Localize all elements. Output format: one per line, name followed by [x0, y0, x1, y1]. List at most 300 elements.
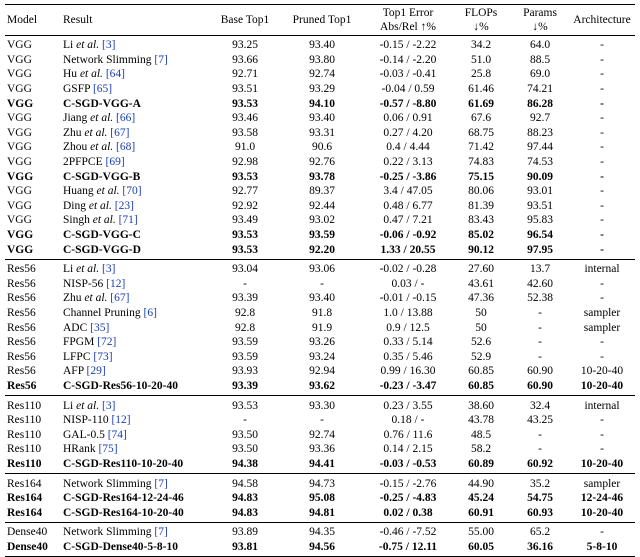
- cell-pruned-top1: 94.41: [309, 457, 335, 470]
- cell-architecture: -: [600, 428, 604, 441]
- cell-architecture: -: [600, 68, 604, 81]
- cell-result: [61, 53, 211, 68]
- cell-result: [61, 67, 211, 82]
- cell-pruned-top1: 93.78: [309, 170, 335, 183]
- cell-result: [61, 320, 211, 335]
- cell-pruned-top1: 93.62: [309, 379, 335, 392]
- cell-params: 88.5: [529, 53, 551, 66]
- cell-architecture: internal: [569, 396, 635, 413]
- citation-link[interactable]: [72]: [97, 336, 117, 349]
- cell-top1-error: 1.0 / 13.88: [383, 306, 433, 319]
- header-params-line2: ↓%: [532, 21, 548, 33]
- cell-top1-error: -0.14 / -2.20: [379, 53, 437, 66]
- cell-params: 60.93: [527, 506, 553, 519]
- result-name: Li: [63, 39, 77, 52]
- cell-top1-error: 0.4 / 4.44: [386, 141, 430, 154]
- cell-base-top1: 93.53: [232, 243, 258, 256]
- result-name: ADC: [63, 321, 91, 334]
- cell-architecture: sampler: [569, 474, 635, 491]
- header-model: Model: [5, 5, 61, 36]
- cell-model: Res110: [7, 428, 42, 441]
- cell-base-top1: -: [243, 277, 247, 290]
- cell-architecture: -: [569, 36, 635, 53]
- citation-link[interactable]: [68]: [116, 141, 136, 154]
- result-et-al: et al.: [88, 199, 112, 212]
- cell-architecture: 10-20-40: [580, 379, 624, 392]
- cell-top1-error: 0.48 / 6.77: [383, 199, 433, 212]
- table-header: [5, 5, 635, 36]
- cell-base-top1: -: [243, 414, 247, 427]
- cell-top1-error: -0.15 / -2.76: [365, 474, 451, 491]
- cell-top1-error: -0.57 / -8.80: [379, 97, 437, 110]
- result-name: C-SGD-Res164-10-20-40: [63, 506, 184, 519]
- cell-model: VGG: [7, 53, 32, 66]
- cell-result: [61, 427, 211, 442]
- cell-flops: 85.02: [468, 229, 494, 242]
- cell-pruned-top1: 93.31: [309, 126, 335, 139]
- cell-pruned-top1: 93.80: [309, 53, 335, 66]
- result-et-al: et al.: [90, 112, 114, 125]
- table-row: [5, 491, 635, 506]
- cell-flops: 60.91: [468, 506, 494, 519]
- citation-link[interactable]: [29]: [86, 365, 106, 378]
- cell-top1-error: 0.27 / 4.20: [383, 126, 433, 139]
- cell-architecture: -: [600, 126, 604, 139]
- cell-architecture: -: [600, 170, 604, 183]
- cell-result: [61, 335, 211, 350]
- cell-base-top1: 93.89: [211, 523, 279, 540]
- cell-model: Res164: [5, 474, 61, 491]
- cell-top1-error: 0.22 / 3.13: [383, 156, 433, 169]
- cell-architecture: -: [600, 243, 604, 256]
- table-row: [5, 540, 635, 557]
- cell-result: [61, 349, 211, 364]
- header-top1-error-line2: Abs/Rel ↑%: [380, 21, 436, 33]
- cell-top1-error: 0.18 / -: [391, 414, 425, 427]
- table-row: [5, 427, 635, 442]
- cell-model: VGG: [7, 141, 32, 154]
- citation-link[interactable]: [75]: [98, 443, 118, 456]
- citation-link[interactable]: [69]: [105, 156, 125, 169]
- cell-result: [61, 457, 211, 474]
- citation-link[interactable]: [66]: [116, 112, 136, 125]
- table-row: [5, 379, 635, 396]
- cell-params: -: [538, 321, 542, 334]
- cell-base-top1: 93.51: [232, 83, 258, 96]
- cell-pruned-top1: 91.9: [311, 321, 333, 334]
- cell-model: Res56: [7, 365, 36, 378]
- cell-model: Res56: [5, 259, 61, 276]
- cell-pruned-top1: -: [320, 414, 324, 427]
- cell-model: Res164: [7, 492, 43, 505]
- citation-link[interactable]: [12]: [106, 277, 126, 290]
- cell-pruned-top1: 93.06: [279, 259, 365, 276]
- cell-model: Res110: [7, 414, 42, 427]
- cell-architecture: 10-20-40: [580, 506, 624, 519]
- cell-params: 60.90: [527, 365, 553, 378]
- result-name: C-SGD-VGG-B: [63, 170, 141, 183]
- result-name: Channel Pruning: [63, 306, 144, 319]
- result-et-al: et al.: [84, 292, 108, 305]
- cell-model: Res164: [7, 506, 43, 519]
- cell-pruned-top1: 93.40: [309, 292, 335, 305]
- cell-top1-error: 3.4 / 47.05: [383, 185, 433, 198]
- cell-base-top1: 92.77: [232, 185, 258, 198]
- cell-top1-error: -0.03 / -0.41: [379, 68, 437, 81]
- cell-flops: 52.9: [470, 350, 492, 363]
- cell-architecture: 10-20-40: [580, 457, 624, 470]
- cell-top1-error: -0.23 / -3.47: [379, 379, 437, 392]
- table-row: [5, 523, 635, 540]
- table-row: [5, 442, 635, 457]
- cell-top1-error: 0.33 / 5.14: [383, 336, 433, 349]
- table-row: [5, 364, 635, 379]
- cell-architecture: -: [600, 199, 604, 212]
- cell-pruned-top1: 93.30: [279, 396, 365, 413]
- citation-link[interactable]: [67]: [110, 292, 130, 305]
- cell-model: VGG: [7, 112, 32, 125]
- cell-architecture: 10-20-40: [580, 365, 624, 378]
- cell-base-top1: 93.39: [232, 379, 258, 392]
- cell-flops: 50: [475, 306, 487, 319]
- results-table: [5, 4, 635, 557]
- citation-link[interactable]: [7]: [154, 526, 168, 539]
- cell-params: 54.75: [527, 492, 553, 505]
- result-name: C-SGD-VGG-C: [63, 229, 141, 242]
- citation-link[interactable]: [7]: [154, 53, 168, 66]
- table-row: [5, 413, 635, 428]
- cell-base-top1: 92.71: [232, 68, 258, 81]
- citation-link[interactable]: [71]: [118, 214, 138, 227]
- table-row: [5, 111, 635, 126]
- group-vgg: [5, 36, 635, 260]
- cell-architecture: -: [600, 292, 604, 305]
- result-name: C-SGD-Res164-12-24-46: [63, 492, 184, 505]
- cell-pruned-top1: 91.8: [311, 306, 333, 319]
- header-top1-error: [365, 5, 451, 36]
- citation-link[interactable]: [3]: [101, 263, 116, 276]
- result-name: AFP: [63, 365, 87, 378]
- cell-base-top1: 93.93: [232, 365, 258, 378]
- cell-flops: 52.6: [470, 336, 492, 349]
- cell-top1-error: -0.01 / -0.15: [379, 292, 437, 305]
- result-name: HRank: [63, 443, 99, 456]
- cell-flops: 44.90: [451, 474, 511, 491]
- cell-params: -: [538, 350, 542, 363]
- citation-link[interactable]: [23]: [114, 199, 134, 212]
- cell-result: [61, 82, 211, 97]
- cell-model: VGG: [7, 185, 32, 198]
- cell-architecture: -: [600, 229, 604, 242]
- cell-result: [61, 111, 211, 126]
- cell-result: [61, 155, 211, 170]
- cell-base-top1: 93.39: [232, 292, 258, 305]
- cell-flops: 34.2: [451, 36, 511, 53]
- cell-top1-error: 0.9 / 12.5: [386, 321, 430, 334]
- cell-model: VGG: [7, 229, 34, 242]
- cell-top1-error: -0.04 / 0.59: [381, 83, 435, 96]
- result-name: FPGM: [63, 336, 98, 349]
- cell-base-top1: 93.53: [232, 229, 258, 242]
- cell-base-top1: 93.53: [232, 97, 258, 110]
- cell-top1-error: -0.06 / -0.92: [379, 229, 437, 242]
- cell-top1-error: -0.02 / -0.28: [365, 259, 451, 276]
- table-row: [5, 126, 635, 141]
- table-row: [5, 291, 635, 306]
- header-params: [511, 5, 569, 36]
- cell-pruned-top1: 93.40: [309, 112, 335, 125]
- cell-result: [61, 277, 211, 292]
- table-row: [5, 140, 635, 155]
- cell-top1-error: -0.25 / -3.86: [379, 170, 437, 183]
- cell-pruned-top1: 93.24: [309, 350, 335, 363]
- cell-architecture: -: [600, 83, 604, 96]
- cell-params: 32.4: [511, 396, 569, 413]
- cell-model: Res110: [7, 457, 42, 470]
- cell-base-top1: 94.83: [232, 506, 258, 519]
- header-architecture: Architecture: [569, 5, 635, 36]
- cell-model: VGG: [7, 126, 32, 139]
- header-top1-error-line1: Top1 Error: [382, 7, 434, 19]
- cell-result: [61, 379, 211, 396]
- cell-result: [61, 396, 211, 413]
- header-pruned-top1: Pruned Top1: [279, 5, 365, 36]
- cell-base-top1: 93.25: [211, 36, 279, 53]
- citation-link[interactable]: [67]: [110, 126, 130, 139]
- cell-pruned-top1: 95.08: [309, 492, 335, 505]
- citation-link[interactable]: [6]: [143, 306, 157, 319]
- cell-model: Res110: [7, 443, 42, 456]
- citation-link[interactable]: [7]: [154, 477, 168, 490]
- result-name: Hu: [63, 68, 80, 81]
- result-name: Li: [63, 399, 77, 412]
- header-flops-line2: ↓%: [473, 21, 489, 33]
- table-row: [5, 242, 635, 259]
- result-name: Zhu: [63, 292, 85, 305]
- cell-params: 42.60: [527, 277, 553, 290]
- table-row: [5, 184, 635, 199]
- cell-flops: 60.89: [468, 457, 494, 470]
- citation-link[interactable]: [12]: [111, 414, 131, 427]
- cell-params: 43.25: [527, 414, 553, 427]
- cell-architecture: -: [600, 443, 604, 456]
- cell-result: [61, 474, 211, 491]
- cell-pruned-top1: 93.02: [309, 214, 335, 227]
- cell-model: Res56: [7, 379, 37, 392]
- citation-link[interactable]: [65]: [92, 83, 113, 96]
- cell-params: 92.7: [529, 112, 551, 125]
- cell-flops: 51.0: [470, 53, 492, 66]
- table-row: [5, 474, 635, 491]
- cell-architecture: -: [600, 156, 604, 169]
- cell-architecture: -: [600, 141, 604, 154]
- cell-result: [61, 126, 211, 141]
- cell-pruned-top1: 93.36: [309, 443, 335, 456]
- cell-top1-error: 0.02 / 0.38: [383, 506, 433, 519]
- cell-params: -: [538, 336, 542, 349]
- cell-flops: 60.85: [468, 365, 494, 378]
- result-name: 2PFPCE: [63, 156, 106, 169]
- cell-pruned-top1: 90.6: [311, 141, 333, 154]
- cell-model: Res56: [7, 321, 36, 334]
- cell-model: Res110: [5, 396, 61, 413]
- cell-flops: 43.61: [468, 277, 494, 290]
- citation-link[interactable]: [3]: [101, 399, 116, 412]
- cell-result: [61, 169, 211, 184]
- table-row: [5, 396, 635, 413]
- cell-base-top1: 93.46: [232, 112, 258, 125]
- result-name: C-SGD-Res110-10-20-40: [63, 457, 184, 470]
- cell-top1-error: -0.75 / 12.11: [365, 540, 451, 557]
- result-name: NISP-56: [63, 277, 107, 290]
- cell-model: VGG: [7, 156, 32, 169]
- cell-result: [61, 36, 211, 53]
- cell-flops: 83.43: [468, 214, 494, 227]
- cell-base-top1: 93.53: [211, 396, 279, 413]
- cell-model: Res56: [7, 277, 36, 290]
- cell-base-top1: 93.50: [232, 443, 258, 456]
- cell-flops: 48.5: [470, 428, 492, 441]
- cell-params: 65.2: [511, 523, 569, 540]
- cell-top1-error: 0.06 / 0.91: [383, 112, 433, 125]
- cell-result: [61, 140, 211, 155]
- cell-params: 96.54: [527, 229, 553, 242]
- cell-flops: 61.46: [468, 83, 494, 96]
- cell-top1-error: 0.47 / 7.21: [383, 214, 433, 227]
- cell-result: [61, 96, 211, 111]
- result-et-al: et al.: [84, 126, 108, 139]
- cell-flops: 25.8: [470, 68, 492, 81]
- cell-base-top1: 94.83: [232, 492, 258, 505]
- cell-result: [61, 228, 211, 243]
- cell-flops: 58.2: [470, 443, 492, 456]
- table-row: [5, 67, 635, 82]
- cell-result: [61, 540, 211, 557]
- cell-flops: 68.75: [468, 126, 494, 139]
- cell-architecture: -: [600, 112, 604, 125]
- table-row: [5, 335, 635, 350]
- result-et-al: et al.: [76, 39, 100, 52]
- cell-architecture: -: [600, 53, 604, 66]
- cell-result: [61, 213, 211, 228]
- cell-pruned-top1: 94.56: [279, 540, 365, 557]
- cell-architecture: -: [600, 336, 604, 349]
- cell-architecture: -: [569, 523, 635, 540]
- cell-model: VGG: [7, 83, 32, 96]
- cell-base-top1: 93.58: [232, 126, 258, 139]
- header-flops-line1: FLOPs: [464, 7, 498, 19]
- table-row: [5, 155, 635, 170]
- cell-result: [61, 523, 211, 540]
- citation-link[interactable]: [73]: [93, 350, 113, 363]
- cell-flops: 71.42: [468, 141, 494, 154]
- cell-params: 35.2: [511, 474, 569, 491]
- cell-top1-error: 0.14 / 2.15: [383, 443, 433, 456]
- result-et-al: et al.: [76, 399, 100, 412]
- cell-architecture: sampler: [583, 321, 621, 334]
- cell-params: 93.51: [527, 199, 553, 212]
- cell-params: 88.23: [527, 126, 553, 139]
- cell-params: 13.7: [511, 259, 569, 276]
- table-row: [5, 53, 635, 68]
- table-row: [5, 457, 635, 474]
- cell-pruned-top1: 94.73: [279, 474, 365, 491]
- cell-model: VGG: [7, 214, 32, 227]
- cell-flops: 80.06: [468, 185, 494, 198]
- result-name: C-SGD-Dense40-5-8-10: [63, 540, 178, 553]
- citation-link[interactable]: [3]: [101, 39, 116, 52]
- cell-architecture: -: [600, 414, 604, 427]
- cell-model: Res56: [7, 350, 36, 363]
- cell-architecture: -: [600, 214, 604, 227]
- cell-result: [61, 242, 211, 259]
- citation-link[interactable]: [74]: [107, 428, 127, 441]
- header-result: Result: [61, 5, 211, 36]
- cell-architecture: -: [600, 350, 604, 363]
- cell-model: VGG: [7, 243, 34, 256]
- cell-top1-error: 0.03 / -: [391, 277, 425, 290]
- cell-pruned-top1: 92.76: [309, 156, 335, 169]
- cell-model: Res56: [7, 292, 36, 305]
- cell-flops: 55.00: [451, 523, 511, 540]
- cell-flops: 67.6: [470, 112, 492, 125]
- result-et-al: et al.: [96, 185, 120, 198]
- cell-base-top1: 92.8: [234, 321, 256, 334]
- cell-model: Dense40: [5, 540, 61, 557]
- cell-params: 97.44: [527, 141, 553, 154]
- cell-pruned-top1: 94.35: [279, 523, 365, 540]
- citation-link[interactable]: [70]: [122, 185, 142, 198]
- result-name: C-SGD-Res56-10-20-40: [63, 379, 178, 392]
- cell-base-top1: 93.04: [211, 259, 279, 276]
- cell-model: VGG: [7, 170, 34, 183]
- result-name: Network Slimming: [63, 526, 155, 539]
- table-row: [5, 36, 635, 53]
- cell-pruned-top1: -: [320, 277, 324, 290]
- result-name: C-SGD-VGG-A: [63, 97, 141, 110]
- cell-pruned-top1: 92.20: [309, 243, 335, 256]
- cell-params: 60.92: [527, 457, 553, 470]
- cell-base-top1: 93.66: [232, 53, 258, 66]
- cell-base-top1: 93.59: [232, 336, 258, 349]
- cell-flops: 43.78: [468, 414, 494, 427]
- cell-params: 69.0: [529, 68, 551, 81]
- table-row: [5, 259, 635, 276]
- group-res164: [5, 474, 635, 523]
- cell-base-top1: 91.0: [234, 141, 256, 154]
- citation-link[interactable]: [64]: [105, 68, 125, 81]
- cell-architecture: internal: [569, 259, 635, 276]
- table-row: [5, 96, 635, 111]
- table-row: [5, 306, 635, 321]
- cell-flops: 90.12: [468, 243, 494, 256]
- cell-pruned-top1: 92.94: [309, 365, 335, 378]
- cell-model: VGG: [7, 199, 32, 212]
- cell-params: 86.28: [527, 97, 553, 110]
- cell-architecture: sampler: [583, 306, 621, 319]
- result-et-al: et al.: [92, 214, 116, 227]
- table-row: [5, 277, 635, 292]
- result-name: Network Slimming: [63, 477, 155, 490]
- result-et-al: et al.: [90, 141, 114, 154]
- cell-architecture: 5-8-10: [569, 540, 635, 557]
- cell-params: 95.83: [527, 214, 553, 227]
- citation-link[interactable]: [35]: [90, 321, 110, 334]
- cell-flops: 38.60: [451, 396, 511, 413]
- cell-flops: 60.05: [451, 540, 511, 557]
- cell-base-top1: 94.58: [211, 474, 279, 491]
- group-res110: [5, 396, 635, 474]
